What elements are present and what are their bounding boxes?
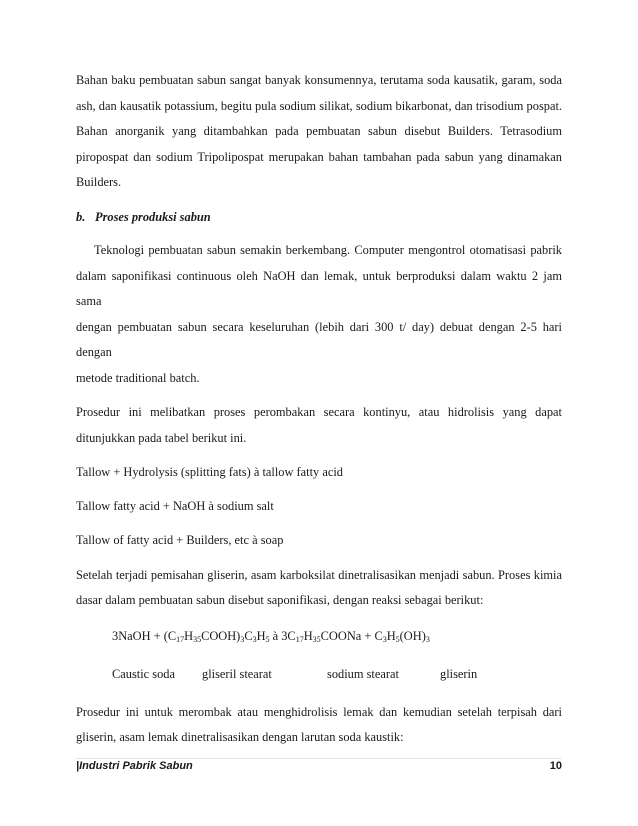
equation-subscript: 17 (295, 634, 304, 644)
equation-subscript: 5 (395, 634, 400, 644)
paragraph-saponifikasi (76, 563, 562, 614)
equation-part: 3NaOH + (C (112, 628, 177, 643)
reaction-line-3: Tallow of fatty acid + Builders, etc à soap (76, 533, 284, 547)
equation-part: H (386, 628, 396, 643)
equation-subscript: 3 (425, 634, 430, 644)
equation-subscript: 3 (382, 634, 387, 644)
equation-part: H (303, 628, 313, 643)
equation-subscript: 3 (252, 634, 257, 644)
page-footer (76, 760, 562, 776)
text-line: ditunjukkan pada tabel berikut ini. (76, 430, 247, 445)
text-line: Prosedur ini melibatkan proses perombakan secara kontinyu, atau hidrolisis yang dapat (76, 405, 562, 419)
label-gliseril-stearat: gliseril stearat (202, 667, 272, 681)
text-line: Prosedur ini untuk merombak atau menghidrolisis lemak dan kemudian setelah terpisah dari (76, 704, 562, 719)
equation-part: (OH) (399, 628, 426, 643)
page-number: 10 (549, 760, 562, 772)
text-line: gliserin, asam lemak dinetralisasikan dengan larutan soda kaustik: (76, 730, 404, 744)
text-line: Builders. (76, 175, 122, 189)
heading-text: Proses produksi sabun (95, 209, 211, 224)
equation-part: H (184, 628, 194, 643)
paragraph-prosedur (76, 400, 562, 451)
equation-subscript: 17 (176, 634, 185, 644)
chemical-equation (76, 624, 562, 650)
equation-part: H (256, 628, 266, 643)
reaction-line-1: Tallow + Hydrolysis (splitting fats) à tallow fatty acid (76, 465, 343, 479)
equation-subscript: 5 (265, 634, 270, 644)
text-line: piropospat dan sodium Tripolipospat merupakan bahan tambahan pada sabun yang dinamakan (76, 149, 562, 164)
equation-labels (76, 662, 562, 688)
footer-divider (76, 758, 562, 759)
equation-part: C (244, 628, 253, 643)
reaction-line-2: Tallow fatty acid + NaOH à sodium salt (76, 498, 274, 513)
heading-number: b. (76, 209, 86, 224)
text-line: dasar dalam pembuatan sabun disebut saponifikasi, dengan reaksi sebagai berikut: (76, 593, 484, 607)
equation-part: COONa + C (320, 628, 383, 643)
paragraph-teknologi (76, 238, 562, 391)
equation-subscript: 3 (240, 634, 245, 644)
equation-subscript: 35 (193, 634, 202, 644)
text-line: metode traditional batch. (76, 370, 200, 385)
text-line: dalam saponifikasi continuous oleh NaOH dan lemak, untuk berproduksi dalam waktu 2 jam sama (76, 268, 562, 308)
footer-title: |Industri Pabrik Sabun (76, 760, 193, 772)
text-line: Bahan baku pembuatan sabun sangat banyak konsumennya, terutama soda kausatik, garam, soda (76, 73, 562, 87)
label-caustic-soda: Caustic soda (112, 667, 175, 681)
text-line: ash, dan kausatik potassium, begitu pula sodium silikat, sodium bikarbonat, dan trisodium pospat. (76, 98, 562, 113)
page-content (76, 68, 562, 751)
paragraph-bahan-baku (76, 68, 562, 196)
paragraph-hidrolisis (76, 700, 562, 751)
text-line: Teknologi pembuatan sabun semakin berkembang. Computer mengontrol otomatisasi pabrik (94, 243, 562, 257)
text-line: Setelah terjadi pemisahan gliserin, asam karboksilat dinetralisasikan menjadi sabun. Proses kimia (76, 567, 562, 582)
equation-part: à 3C (269, 628, 296, 643)
equation-subscript: 35 (312, 634, 321, 644)
label-gliserin: gliserin (440, 667, 478, 681)
text-line: Bahan anorganik yang ditambahkan pada pembuatan sabun disebut Builders. Tetrasodium (76, 124, 562, 138)
section-heading (76, 205, 562, 231)
text-line: dengan pembuatan sabun secara keseluruhan (lebih dari 300 t/ day) debuat dengan 2-5 hari dengan (76, 319, 562, 359)
label-sodium-stearat: sodium stearat (327, 667, 399, 681)
equation-part: COOH) (201, 628, 241, 643)
